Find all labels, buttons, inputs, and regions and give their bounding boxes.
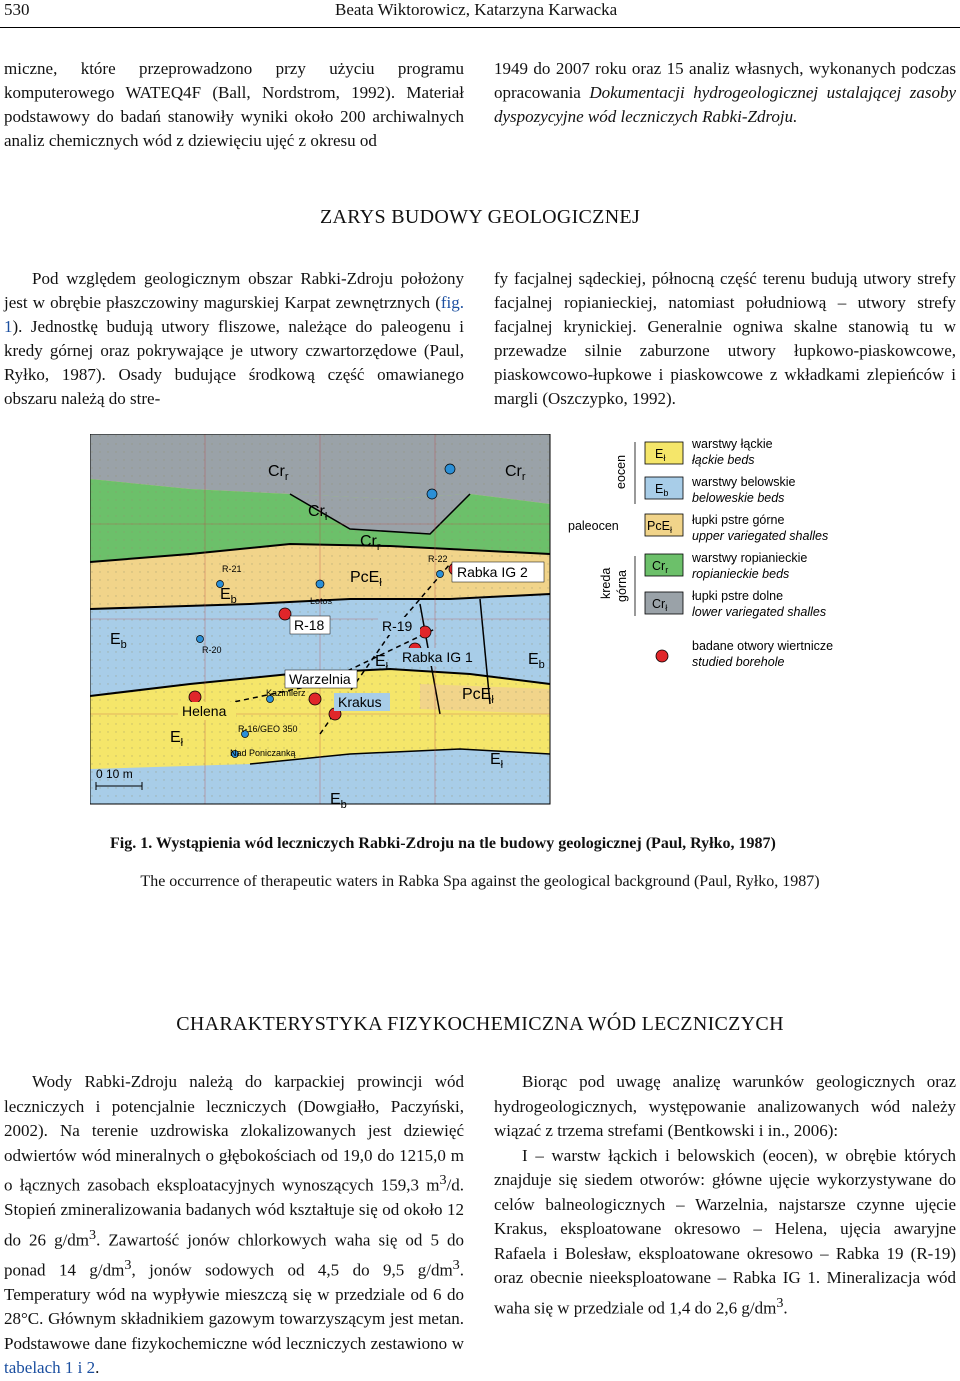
borehole-r22 — [437, 571, 444, 578]
svg-text:PcEł: PcE$_ł$ — [647, 519, 672, 535]
borehole-r20 — [197, 636, 204, 643]
borehole-blue-2 — [445, 464, 455, 474]
lbl-r18: R-18 — [294, 617, 325, 633]
para2-left-b: ). Jednostkę budują utwory fliszowe, należące do paleogenu i kredy górnej oraz pokrywające je utwory czwartorzędowe (Paul, Ryłko, 1987). Osady budujące środkową część omawianego obszaru należą do stre- — [4, 317, 464, 408]
lbl-warzelnia: Warzelnia — [289, 671, 351, 687]
para3-right-p2: I – warstw łąckich i belowskich (eocen), w obrębie których znajduje się siedem otworów: główne ujęcie wykorzystywane do celów balneologicznych – Warzelnia, najstarsze czynne ujęcie Krakus, eksploatowane okresowo – Helena, ujęcia awaryjne Rafaela i Bolesław, eksploatowane okresowo – Rabka 19 (R-19) oraz obecnie nieeksploatowane – Rabka IG 1. Mineralizacja wód waha się w przedziale od 1,4 do 2,6 $g/dm^3$. — [494, 1145, 956, 1318]
lbl-eb-3: $E_b$ — [528, 651, 545, 671]
legend-item-el — [645, 437, 773, 467]
lbl-cr-r-1: $Cr_r$ — [268, 463, 289, 483]
lbl-eb-1: $E_b$ — [220, 586, 237, 606]
svg-text:łupki pstre górne: łupki pstre górne — [692, 513, 785, 527]
para1-right — [494, 57, 956, 129]
scale-label: 0 10 m — [96, 767, 133, 781]
lbl-r19: R-19 — [382, 618, 413, 634]
section-heading-physicochemical: CHARAKTERYSTYKA FIZYKOCHEMICZNA WÓD LECZNICZYCH — [176, 1013, 784, 1035]
borehole-warzelnia — [309, 693, 321, 705]
legend-kreda: kreda — [599, 567, 613, 599]
section-heading-geology: ZARYS BUDOWY GEOLOGICZNEJ — [319, 206, 641, 228]
svg-text:łąckie beds: łąckie beds — [692, 453, 755, 467]
lbl-pce-2: PcE$_ł$ — [462, 686, 494, 706]
lbl-r22: R-22 — [428, 554, 448, 564]
header-rule — [0, 27, 960, 28]
legend-eocen: eocen — [614, 454, 628, 489]
svg-text:lower variegated shalles: lower variegated shalles — [692, 605, 827, 619]
svg-text:studied borehole: studied borehole — [692, 655, 785, 669]
para2-right-text: fy facjalnej sądeckiej, północną część terenu budują utwory strefy facjalnej ropianieckiej, natomiast południową – utwory strefy facjalnej krynickiej. Generalnie ogniwa skalne stanowią tu w przewadze silnie zaburzone utwory łupkowo-piaskowcowe, piaskowcowo-łupkowe i piaskowcowe z wkładkami zlepieńców i margli (Oszczypko, 1992). — [494, 269, 956, 408]
borehole-lotos — [316, 580, 324, 588]
svg-text:beloweskie beds: beloweskie beds — [692, 491, 785, 505]
para2-left — [4, 267, 464, 411]
legend-item-borehole — [656, 639, 833, 669]
map — [90, 434, 550, 811]
para3-right — [494, 1070, 956, 1321]
legend-item-crr — [645, 551, 807, 581]
para2-left-a: Pod względem geologicznym obszar Rabki-Zdroju położony jest w obrębie płaszczowiny magurskiej Karpat zewnętrznych ( — [4, 269, 464, 312]
borehole-blue-1 — [427, 489, 437, 499]
borehole-r19 — [419, 626, 431, 638]
svg-text:Crł: $Cr_ł$ — [652, 597, 668, 613]
figure-caption-en: The occurrence of therapeutic waters in Rabka Spa against the geological background (Paul, Ryłko, 1987) — [140, 873, 820, 890]
para3-left-text: Wody Rabki-Zdroju należą do karpackiej prowincji wód leczniczych i potencjalnie leczniczych (Dowgiałło, Paczyński, 2002). Na terenie uzdrowiska zlokalizowanych jest dziewięć odwiertów wód mineralnych o głębokościach od 19,0 do 1215,0 m o łącznych zasobach eksploatacyjnych wynoszących 159,3 $m^3/d$. Stopień zmineralizowania badanych wód kształtuje się od około 12 do 26 $g/dm^3$. Zawartość jonów chlorkowych waha się od 5 do ponad 14 $g/dm^3$, jonów sodowych od 4,5 do 9,5 $g/dm^3$. Temperatury wód na wypływie mieszczą się w przedziale od 6 do 28°C. Głównym składnikiem gazowym towarzyszącym jest metan. Podstawowe dane fizykochemiczne wód leczniczych zestawiono w tabelach 1 i 2. — [4, 1072, 464, 1378]
lbl-r21: R-21 — [222, 564, 242, 574]
svg-text:warstwy łąckie: warstwy łąckie — [692, 437, 773, 451]
lbl-eb-2: $E_b$ — [110, 631, 127, 651]
svg-text:warstwy ropianieckie: warstwy ropianieckie — [692, 551, 808, 565]
para3-left — [4, 1070, 464, 1381]
lbl-helena: Helena — [182, 703, 227, 719]
tables-link[interactable]: tabelach 1 i 2 — [4, 1358, 96, 1378]
svg-text:ropianieckie beds: ropianieckie beds — [692, 567, 790, 581]
legend-paleocen: paleocen — [568, 519, 619, 533]
lbl-el-3: $E_ł$ — [490, 751, 504, 771]
para2-right — [494, 267, 956, 411]
lbl-krakus: Krakus — [338, 694, 382, 710]
legend-borehole-icon — [656, 650, 668, 662]
svg-text:warstwy belowskie: warstwy belowskie — [692, 475, 796, 489]
para1-left — [4, 57, 464, 153]
lbl-eb-4: $E_b$ — [330, 791, 347, 811]
lbl-cr-r-3: $Cr_r$ — [360, 533, 381, 553]
fig-link[interactable]: fig. 1 — [4, 293, 464, 336]
svg-text:badane otwory wiertnicze: badane otwory wiertnicze — [692, 639, 834, 653]
svg-text:Crr: $Cr_r$ — [652, 559, 669, 575]
lbl-lotos: Lotos — [310, 596, 333, 606]
lbl-cr-l-1: $Cr_ł$ — [308, 503, 328, 523]
para1-left-text: miczne, które przeprowadzono przy użyciu programu komputerowego WATEQ4F (Ball, Nordstrom, 1992). Materiał podstawowy do badań stanowiły wyniki około 200 archiwalnych analiz chemicznych wód z dziewięciu ujęć z okresu od — [4, 59, 464, 150]
lbl-el-1: $E_ł$ — [375, 653, 389, 673]
legend-item-crl — [645, 589, 826, 619]
para1-right-plain: 1949 do 2007 roku oraz 15 analiz własnych, wykonanych podczas opracowania — [494, 59, 956, 102]
legend-item-eb — [645, 475, 796, 505]
lbl-pce-1: PcE$_ł$ — [350, 569, 382, 589]
lbl-rabka-ig1: Rabka IG 1 — [402, 649, 473, 665]
lbl-kazimierz: Kazimierz — [266, 688, 306, 698]
lbl-cr-r-2: $Cr_r$ — [505, 463, 526, 483]
legend-gorna: górna — [615, 570, 629, 602]
svg-text:Eł: $E_ł$ — [655, 447, 666, 463]
lbl-r20: R-20 — [202, 645, 222, 655]
figure-geological-map — [90, 434, 950, 814]
borehole-helena — [189, 691, 201, 703]
page-number: 530 — [4, 0, 30, 19]
borehole-r18 — [279, 608, 291, 620]
svg-text:łupki pstre dolne: łupki pstre dolne — [692, 589, 784, 603]
para2-left-text — [4, 267, 464, 411]
para1-right-text — [494, 57, 956, 129]
lbl-nad: Nad Poniczanką — [230, 748, 296, 758]
running-title: Beata Wiktorowicz, Katarzyna Karwacka — [335, 0, 618, 19]
lbl-el-2: $E_ł$ — [170, 729, 184, 749]
svg-text:upper variegated shalles: upper variegated shalles — [692, 529, 829, 543]
lbl-rabka-ig2: Rabka IG 2 — [457, 564, 528, 580]
legend-item-pce — [645, 513, 828, 543]
lbl-r16: R-16/GEO 350 — [238, 724, 298, 734]
para3-right-p1: Biorąc pod uwagę analizę warunków geologicznych oraz hydrogeologicznych, występowanie analizowanych wód należy wiązać z trzema strefami (Bentkowski i in., 2006): — [494, 1072, 956, 1140]
para1-right-italic: Dokumentacji hydrogeologicznej ustalającej zasoby dyspozycyjne wód leczniczych Rabki-Zdroju. — [494, 83, 957, 126]
legend — [568, 437, 833, 669]
figure-caption-pl: Fig. 1. Wystąpienia wód leczniczych Rabki-Zdroju na tle budowy geologicznej (Paul, Ryłko, 1987) — [110, 835, 776, 852]
svg-text:Eb: $E_b$ — [655, 482, 669, 498]
